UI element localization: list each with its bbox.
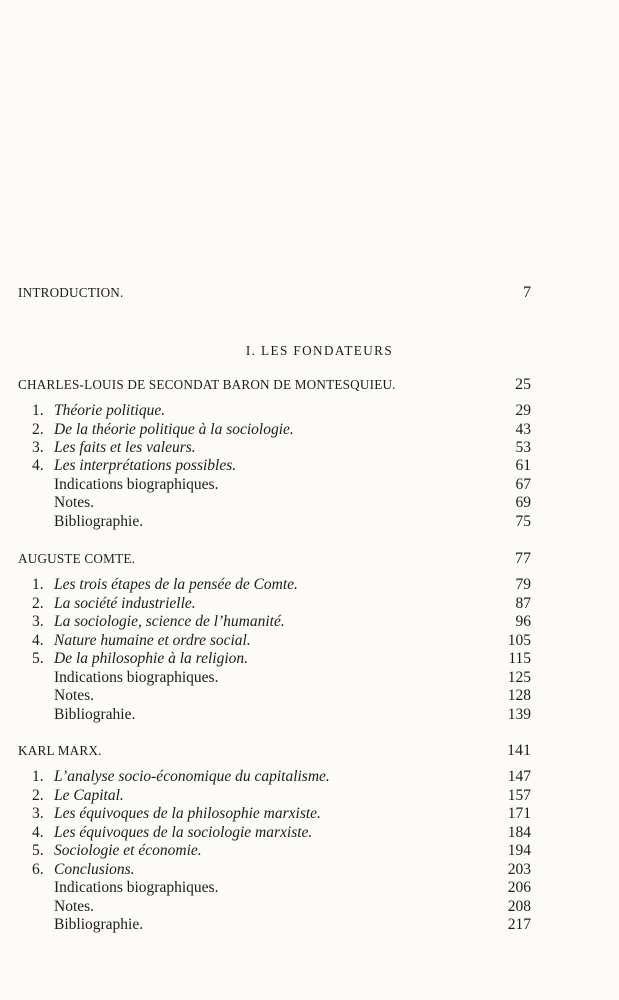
- section-page: 25: [515, 376, 531, 393]
- entry-title: Conclusions.: [54, 861, 135, 878]
- entry-title: Nature humaine et ordre social.: [54, 632, 251, 649]
- entry-title: De la philosophie à la religion.: [54, 650, 249, 667]
- part-title: I. LES FONDATEURS: [245, 343, 394, 358]
- entry-page: 53: [515, 439, 531, 456]
- entry-number: 2.: [32, 787, 44, 804]
- entry-page: 79: [515, 576, 531, 593]
- entry-number: 4.: [32, 824, 44, 841]
- toc-intro-row: [18, 284, 531, 302]
- entry-title: Notes.: [54, 494, 95, 511]
- toc-entry: [32, 576, 531, 594]
- entry-number: 3.: [32, 613, 44, 630]
- toc-entry: [32, 513, 531, 531]
- toc-entry: [32, 879, 531, 897]
- toc-entry: [32, 805, 531, 823]
- entry-page: 147: [507, 768, 531, 785]
- toc-entry: [32, 476, 531, 494]
- toc-intro-label: INTRODUCTION.: [18, 285, 124, 300]
- entry-page: 87: [515, 595, 531, 612]
- entry-page: 157: [507, 787, 531, 804]
- entry-title: Indications biographiques.: [54, 879, 219, 896]
- toc-entry: [32, 457, 531, 475]
- entry-page: 96: [515, 613, 531, 630]
- toc-entry: [32, 898, 531, 916]
- entry-title: L’analyse socio-économique du capitalisme.: [54, 768, 330, 785]
- entry-number: 5.: [32, 842, 44, 859]
- entry-number: 4.: [32, 632, 44, 649]
- entry-number: 1.: [32, 402, 44, 419]
- entry-page: 128: [507, 687, 531, 704]
- entry-title: Notes.: [54, 898, 95, 915]
- toc-entry: [32, 595, 531, 613]
- toc-entry: [32, 421, 531, 439]
- entry-page: 139: [507, 706, 531, 723]
- entry-number: 2.: [32, 421, 44, 438]
- entry-title: Bibliographie.: [54, 513, 144, 530]
- toc-entry: [32, 687, 531, 705]
- entry-title: Les faits et les valeurs.: [54, 439, 196, 456]
- section-title: KARL MARX.: [18, 743, 102, 758]
- toc-entry: [32, 402, 531, 420]
- section-title-row: [18, 376, 531, 394]
- entry-number: 1.: [32, 576, 44, 593]
- entry-page: 75: [515, 513, 531, 530]
- toc-entry: [32, 494, 531, 512]
- entry-page: 29: [515, 402, 531, 419]
- toc-entry: [32, 632, 531, 650]
- entry-page: 194: [507, 842, 531, 859]
- entry-page: 115: [508, 650, 531, 667]
- toc-entry: [32, 613, 531, 631]
- section-page: 77: [515, 550, 531, 567]
- toc-entry: [32, 669, 531, 687]
- entry-page: 105: [507, 632, 531, 649]
- entry-title: Les trois étapes de la pensée de Comte.: [54, 576, 298, 593]
- entry-title: Sociologie et économie.: [54, 842, 202, 859]
- entry-title: Les interprétations possibles.: [54, 457, 237, 474]
- toc-entry: [32, 787, 531, 805]
- entry-title: Les équivoques de la sociologie marxiste.: [54, 824, 313, 841]
- entry-number: 2.: [32, 595, 44, 612]
- entry-title: La société industrielle.: [54, 595, 196, 612]
- entry-number: 3.: [32, 439, 44, 456]
- entry-title: De la théorie politique à la sociologie.: [54, 421, 294, 438]
- toc-entry: [32, 706, 531, 724]
- entry-title: Les équivoques de la philosophie marxiste.: [54, 805, 321, 822]
- entry-page: 171: [507, 805, 531, 822]
- entry-number: 6.: [32, 861, 44, 878]
- section-title-row: [18, 550, 531, 568]
- entry-page: 217: [507, 916, 531, 933]
- entry-title: Bibliographie.: [54, 916, 144, 933]
- entry-title: Indications biographiques.: [54, 669, 219, 686]
- entry-number: 4.: [32, 457, 44, 474]
- section-page: 141: [507, 742, 531, 759]
- entry-title: Bibliograhie.: [54, 706, 136, 723]
- toc-entry: [32, 916, 531, 934]
- entry-number: 5.: [32, 650, 44, 667]
- entry-page: 125: [507, 669, 531, 686]
- toc-entry: [32, 439, 531, 457]
- entry-page: 203: [507, 861, 531, 878]
- toc-entry: [32, 768, 531, 786]
- toc-entry: [32, 861, 531, 879]
- entry-title: La sociologie, science de l’humanité.: [54, 613, 285, 630]
- section-title-row: [18, 742, 531, 760]
- entry-title: Indications biographiques.: [54, 476, 219, 493]
- toc-entry: [32, 824, 531, 842]
- entry-page: 206: [507, 879, 531, 896]
- toc-intro-page: 7: [523, 284, 531, 301]
- entry-page: 43: [515, 421, 531, 438]
- section-title: AUGUSTE COMTE.: [18, 551, 136, 566]
- entry-page: 69: [515, 494, 531, 511]
- entry-number: 1.: [32, 768, 44, 785]
- entry-page: 208: [507, 898, 531, 915]
- entry-number: 3.: [32, 805, 44, 822]
- entry-title: Théorie politique.: [54, 402, 166, 419]
- entry-title: Le Capital.: [54, 787, 124, 804]
- entry-page: 61: [515, 457, 531, 474]
- toc-entry: [32, 650, 531, 668]
- entry-title: Notes.: [54, 687, 95, 704]
- entry-page: 67: [515, 476, 531, 493]
- entry-page: 184: [507, 824, 531, 841]
- section-title: CHARLES-LOUIS DE SECONDAT BARON DE MONTESQUIEU.: [18, 377, 396, 392]
- toc-entry: [32, 842, 531, 860]
